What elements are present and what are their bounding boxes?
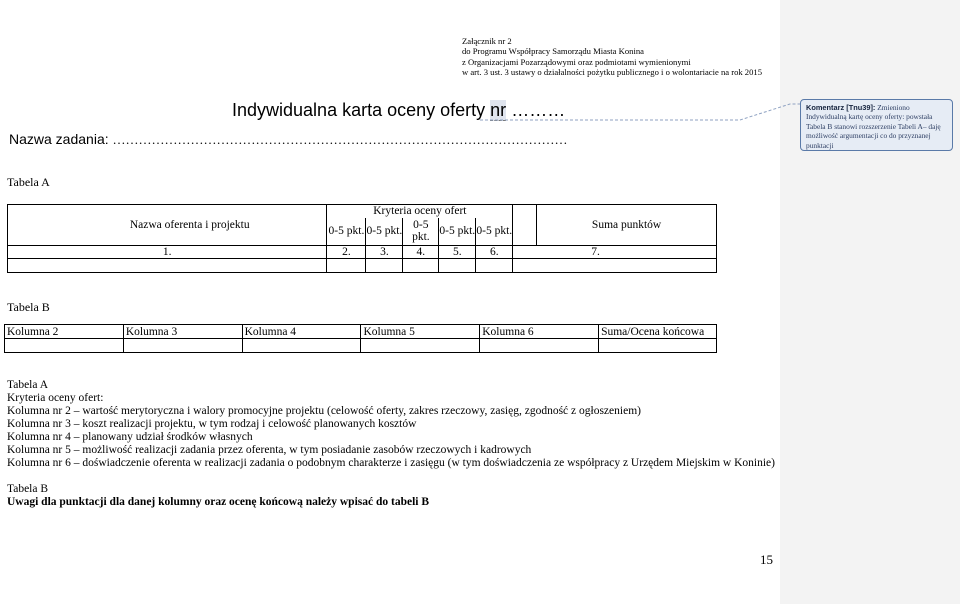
attachment-header — [462, 36, 762, 78]
criteria-header: Kryteria oceny ofert — [327, 205, 513, 218]
sum-header: Suma punktów — [537, 205, 717, 246]
table-b-header: Kolumna 2 — [5, 325, 124, 339]
attachment-line: Załącznik nr 2 — [462, 36, 512, 46]
task-name-row — [9, 131, 568, 148]
notes-a-title: Tabela A — [7, 379, 49, 391]
notes-line: Kolumna nr 2 – wartość merytoryczna i walory promocyjne projektu (celowość oferty, zakres rzeczowy, zasięg, zgodność z ogłoszeniem) — [7, 405, 641, 417]
column-number: 6. — [476, 246, 513, 259]
table-b-header: Kolumna 6 — [480, 325, 599, 339]
commented-text-nr[interactable]: nr — [490, 100, 507, 120]
empty-cell — [5, 339, 124, 353]
empty-cell — [8, 259, 327, 273]
notes-b-title: Tabela B — [7, 483, 49, 495]
notes-line: Kolumna nr 3 – koszt realizacji projektu, w tym rodzaj i celowość planowanych kosztów — [7, 418, 417, 430]
notes-line: Kolumna nr 4 – planowany udział środków własnych — [7, 431, 253, 443]
points-cell: 0-5 pkt. — [327, 218, 366, 246]
empty-cell — [476, 259, 513, 273]
column-number: 5. — [439, 246, 476, 259]
points-cell: 0-5 pkt. — [439, 218, 476, 246]
table-b-header: Suma/Ocena końcowa — [599, 325, 717, 339]
attachment-line: w art. 3 ust. 3 ustawy o działalności pożytku publicznego i o wolontariacie na rok 2015 — [462, 67, 762, 78]
empty-cell — [480, 339, 599, 353]
comment-text: Zmieniono Indywidualną kartę oceny oferty: powstała Tabela B stanowi rozszerzenie Tabeli A– daję możliwość argumentacji co do przyznanej punktacji — [806, 103, 941, 150]
empty-cell — [327, 259, 366, 273]
page-number: 15 — [760, 552, 773, 567]
notes-section — [7, 379, 775, 509]
table-b-header: Kolumna 3 — [123, 325, 242, 339]
notes-line: Kolumna nr 6 – doświadczenie oferenta w realizacji zadania o podobnym charakterze i zasięgu (w tym doświadczenia ze współpracy z Urzędem Miejskim w Koninie) — [7, 457, 775, 469]
comment-author: Komentarz [Tnu39]: — [806, 103, 876, 112]
col-name-header: Nazwa oferenta i projektu — [8, 205, 327, 246]
notes-a-subtitle: Kryteria oceny ofert: — [7, 392, 104, 404]
task-name-label: Nazwa zadania: — [9, 131, 109, 147]
page-title-text: Indywidualna karta oceny oferty — [232, 100, 486, 120]
attachment-line: z Organizacjami Pozarządowymi oraz podmiotami wymienionymi — [462, 56, 691, 67]
column-number: 3. — [366, 246, 403, 259]
table-a — [7, 204, 717, 273]
points-cell: 0-5 pkt. — [476, 218, 513, 246]
empty-cell — [599, 339, 717, 353]
empty-cell — [123, 339, 242, 353]
comment-margin-pane — [780, 0, 960, 604]
empty-cell — [242, 339, 361, 353]
table-b-label: Tabela B — [7, 300, 50, 314]
page-title — [232, 100, 565, 121]
empty-cell — [366, 259, 403, 273]
table-a-label: Tabela A — [7, 175, 50, 189]
column-number: 4. — [403, 246, 439, 259]
column-number: 2. — [327, 246, 366, 259]
notes-b-text: Uwagi dla punktacji dla danej kolumny oraz ocenę końcową należy wpisać do tabeli B — [7, 496, 430, 508]
table-b-header: Kolumna 5 — [361, 325, 480, 339]
empty-cell — [513, 205, 537, 246]
empty-cell — [361, 339, 480, 353]
points-cell: 0-5 pkt. — [366, 218, 403, 246]
comment-balloon[interactable] — [800, 99, 953, 151]
empty-cell — [403, 259, 439, 273]
column-number: 7. — [513, 246, 717, 259]
empty-cell — [513, 259, 717, 273]
points-cell: 0-5 pkt. — [403, 218, 439, 246]
table-b-header: Kolumna 4 — [242, 325, 361, 339]
task-name-dots: …………………………………………………………………………………………… — [112, 132, 568, 147]
empty-cell — [439, 259, 476, 273]
notes-line: Kolumna nr 5 – możliwość realizacji zadania przez oferenta, w tym posiadanie zasobów rzeczowych i kadrowych — [7, 444, 532, 456]
attachment-line: do Programu Współpracy Samorządu Miasta Konina — [462, 46, 644, 57]
page-title-dots: ……… — [511, 100, 566, 120]
table-b — [4, 324, 717, 353]
column-number: 1. — [8, 246, 327, 259]
